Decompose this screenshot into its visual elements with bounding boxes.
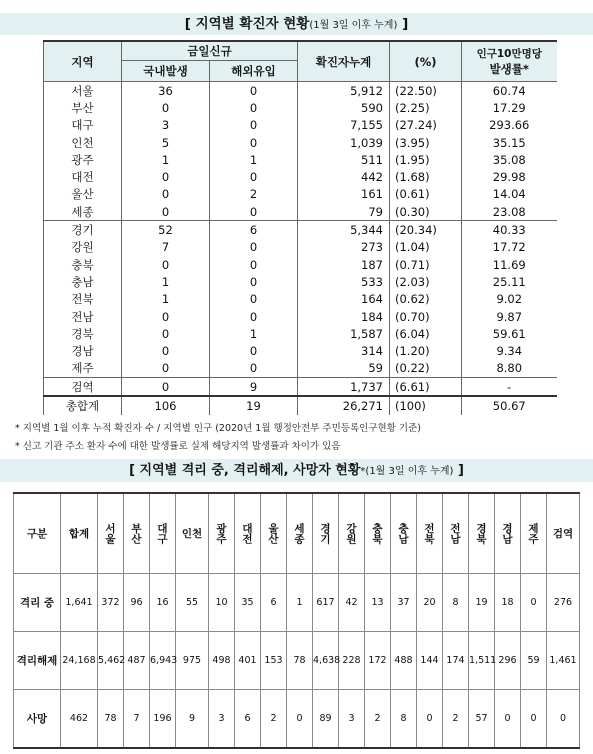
value-cell: 0 bbox=[417, 690, 443, 749]
table-row bbox=[44, 308, 557, 325]
value-cell: 59 bbox=[521, 632, 547, 690]
header-domestic: 국내발생 bbox=[122, 61, 210, 82]
pct-cell: (0.70) bbox=[390, 308, 462, 325]
header-rate-line1: 인구10만명당 bbox=[476, 47, 542, 60]
imported-cell: 0 bbox=[210, 82, 298, 100]
pct-cell: (0.22) bbox=[390, 360, 462, 378]
region-cell: 검역 bbox=[44, 378, 122, 397]
value-cell: 153 bbox=[261, 632, 287, 690]
table-row bbox=[14, 574, 580, 632]
column-header: 경북 bbox=[469, 493, 495, 574]
table-row bbox=[44, 203, 557, 221]
table2-title-end: ] bbox=[453, 463, 464, 478]
value-cell: 0 bbox=[521, 574, 547, 632]
rate-cell: 17.72 bbox=[492, 240, 526, 255]
cumulative-cell: 184 bbox=[298, 308, 390, 325]
column-header: 광주 bbox=[209, 493, 235, 574]
pct-cell: (2.03) bbox=[390, 273, 462, 290]
cumulative-cell: 187 bbox=[298, 256, 390, 273]
pct-cell: (2.25) bbox=[390, 99, 462, 116]
value-cell: 196 bbox=[150, 690, 176, 749]
rate-cell: 35.15 bbox=[492, 135, 526, 150]
column-header: 제주 bbox=[521, 493, 547, 574]
cumulative-cell: 442 bbox=[298, 168, 390, 185]
domestic-cell: 3 bbox=[122, 117, 210, 134]
cumulative-cell: 7,155 bbox=[298, 117, 390, 134]
table-row bbox=[44, 291, 557, 308]
header-pct: (%) bbox=[390, 41, 462, 82]
value-cell: 174 bbox=[443, 632, 469, 690]
imported-cell: 0 bbox=[210, 360, 298, 378]
value-cell: 172 bbox=[365, 632, 391, 690]
footnote-1: * 지역별 1월 이후 누적 확진자 수 / 지역별 인구 (2020년 1월 행정안전부 주민등록인구현황 기준) bbox=[15, 423, 421, 434]
table2-title bbox=[0, 459, 593, 482]
table1-title-main: [ 지역별 확진자 현황 bbox=[184, 16, 310, 32]
cumulative-cell: 533 bbox=[298, 273, 390, 290]
rate-cell: 35.08 bbox=[492, 152, 526, 167]
cumulative-cell: 590 bbox=[298, 99, 390, 116]
row-label: 격리 중 bbox=[14, 574, 61, 632]
table1-title bbox=[0, 13, 593, 35]
rate-cell: 11.69 bbox=[492, 257, 526, 272]
cumulative-cell: 79 bbox=[298, 203, 390, 221]
pct-cell: (0.62) bbox=[390, 291, 462, 308]
region-cell: 부산 bbox=[44, 99, 122, 116]
value-cell: 144 bbox=[417, 632, 443, 690]
domestic-cell: 36 bbox=[122, 82, 210, 100]
region-cell: 경기 bbox=[44, 221, 122, 239]
value-cell: 1,461 bbox=[547, 632, 580, 690]
table-row bbox=[44, 151, 557, 168]
header-cumulative: 확진자누계 bbox=[298, 41, 390, 82]
region-cell: 충남 bbox=[44, 273, 122, 290]
value-cell: 296 bbox=[495, 632, 521, 690]
rate-cell: 40.33 bbox=[492, 223, 526, 238]
domestic-cell: 52 bbox=[122, 221, 210, 239]
pct-cell: (0.30) bbox=[390, 203, 462, 221]
imported-cell: 0 bbox=[210, 203, 298, 221]
cumulative-cell: 1,587 bbox=[298, 325, 390, 342]
rate-cell: 293.66 bbox=[489, 118, 530, 133]
imported-cell: 0 bbox=[210, 256, 298, 273]
column-header: 충남 bbox=[391, 493, 417, 574]
region-cell: 전남 bbox=[44, 308, 122, 325]
imported-cell: 0 bbox=[210, 291, 298, 308]
table-row bbox=[44, 256, 557, 273]
value-cell: 42 bbox=[339, 574, 365, 632]
rate-cell: 14.04 bbox=[492, 187, 526, 202]
table-row bbox=[44, 117, 557, 134]
pct-cell: (20.34) bbox=[390, 221, 462, 239]
value-cell: 462 bbox=[61, 690, 98, 749]
header-imported: 해외유입 bbox=[210, 61, 298, 82]
region-cell: 경북 bbox=[44, 325, 122, 342]
column-header: 합계 bbox=[61, 493, 98, 574]
region-cell: 충북 bbox=[44, 256, 122, 273]
rate-cell: 29.98 bbox=[492, 170, 526, 185]
imported-cell: 1 bbox=[210, 151, 298, 168]
row-label: 사망 bbox=[14, 690, 61, 749]
region-cell: 세종 bbox=[44, 203, 122, 221]
table-row bbox=[14, 690, 580, 749]
value-cell: 6,943 bbox=[150, 632, 176, 690]
domestic-cell: 0 bbox=[122, 186, 210, 203]
region-cell: 서울 bbox=[44, 82, 122, 100]
imported-cell: 0 bbox=[210, 134, 298, 151]
cumulative-cell: 273 bbox=[298, 239, 390, 256]
rate-cell: 60.74 bbox=[492, 83, 526, 98]
value-cell: 401 bbox=[235, 632, 261, 690]
row-label: 격리해제 bbox=[14, 632, 61, 690]
rate-cell: 50.67 bbox=[492, 398, 526, 413]
table-row bbox=[44, 221, 557, 239]
value-cell: 10 bbox=[209, 574, 235, 632]
table-row bbox=[44, 342, 557, 359]
value-cell: 2 bbox=[365, 690, 391, 749]
corner-header: 구분 bbox=[14, 493, 61, 574]
value-cell: 4,638 bbox=[313, 632, 339, 690]
table1-title-end: ] bbox=[397, 16, 409, 32]
table1-title-sub: (1월 3일 이후 누계) bbox=[309, 20, 398, 31]
value-cell: 35 bbox=[235, 574, 261, 632]
value-cell: 16 bbox=[150, 574, 176, 632]
imported-cell: 19 bbox=[210, 396, 298, 414]
value-cell: 975 bbox=[176, 632, 209, 690]
value-cell: 3 bbox=[339, 690, 365, 749]
column-header: 서울 bbox=[98, 493, 124, 574]
cumulative-cell: 59 bbox=[298, 360, 390, 378]
value-cell: 24,168 bbox=[61, 632, 98, 690]
cumulative-cell: 1,737 bbox=[298, 378, 390, 397]
domestic-cell: 5 bbox=[122, 134, 210, 151]
column-header: 대전 bbox=[235, 493, 261, 574]
column-header: 충북 bbox=[365, 493, 391, 574]
rate-cell: 9.87 bbox=[496, 309, 523, 324]
header-region: 지역 bbox=[44, 41, 122, 82]
column-header: 검역 bbox=[547, 493, 580, 574]
column-header: 경남 bbox=[495, 493, 521, 574]
imported-cell: 0 bbox=[210, 308, 298, 325]
value-cell: 617 bbox=[313, 574, 339, 632]
value-cell: 498 bbox=[209, 632, 235, 690]
domestic-cell: 1 bbox=[122, 151, 210, 168]
table-row bbox=[44, 273, 557, 290]
rate-cell: 23.08 bbox=[462, 203, 557, 221]
rate-cell: 25.11 bbox=[492, 274, 526, 289]
value-cell: 372 bbox=[98, 574, 124, 632]
domestic-cell: 106 bbox=[122, 396, 210, 414]
value-cell: 0 bbox=[547, 690, 580, 749]
region-cell: 총합계 bbox=[44, 396, 122, 414]
imported-cell: 0 bbox=[210, 239, 298, 256]
table-row bbox=[44, 396, 557, 414]
table-row bbox=[44, 134, 557, 151]
value-cell: 1,511 bbox=[469, 632, 495, 690]
value-cell: 78 bbox=[98, 690, 124, 749]
imported-cell: 0 bbox=[210, 117, 298, 134]
pct-cell: (3.95) bbox=[390, 134, 462, 151]
pct-cell: (22.50) bbox=[390, 82, 462, 100]
pct-cell: (1.68) bbox=[390, 168, 462, 185]
value-cell: 3 bbox=[209, 690, 235, 749]
pct-cell: (6.04) bbox=[390, 325, 462, 342]
domestic-cell: 0 bbox=[122, 308, 210, 325]
value-cell: 96 bbox=[124, 574, 150, 632]
region-cell: 제주 bbox=[44, 360, 122, 378]
value-cell: 276 bbox=[547, 574, 580, 632]
region-cell: 대전 bbox=[44, 168, 122, 185]
rate-cell: - bbox=[462, 378, 557, 397]
footnote-2: * 신고 기관 주소 환자 수에 대한 발생률로 실제 해당지역 발생률과 차이가 있음 bbox=[15, 441, 341, 452]
column-header: 인천 bbox=[176, 493, 209, 574]
value-cell: 228 bbox=[339, 632, 365, 690]
value-cell: 18 bbox=[495, 574, 521, 632]
column-header: 경기 bbox=[313, 493, 339, 574]
table-row bbox=[44, 99, 557, 116]
column-header: 전남 bbox=[443, 493, 469, 574]
region-cell: 울산 bbox=[44, 186, 122, 203]
pct-cell: (1.95) bbox=[390, 151, 462, 168]
header-rate-line2: 발생률* bbox=[489, 61, 529, 76]
value-cell: 55 bbox=[176, 574, 209, 632]
column-header: 대구 bbox=[150, 493, 176, 574]
value-cell: 1,641 bbox=[61, 574, 98, 632]
region-cell: 인천 bbox=[44, 134, 122, 151]
domestic-cell: 0 bbox=[122, 168, 210, 185]
imported-cell: 6 bbox=[210, 221, 298, 239]
column-header: 부산 bbox=[124, 493, 150, 574]
imported-cell: 0 bbox=[210, 168, 298, 185]
region-cell: 대구 bbox=[44, 117, 122, 134]
column-header: 세종 bbox=[287, 493, 313, 574]
imported-cell: 2 bbox=[210, 186, 298, 203]
header-new-today: 금일신규 bbox=[122, 41, 298, 61]
value-cell: 2 bbox=[443, 690, 469, 749]
value-cell: 487 bbox=[124, 632, 150, 690]
imported-cell: 0 bbox=[210, 342, 298, 359]
table-row bbox=[44, 168, 557, 185]
pct-cell: (27.24) bbox=[390, 117, 462, 134]
domestic-cell: 0 bbox=[122, 325, 210, 342]
value-cell: 2 bbox=[261, 690, 287, 749]
pct-cell: (1.20) bbox=[390, 342, 462, 359]
cumulative-cell: 5,344 bbox=[298, 221, 390, 239]
value-cell: 37 bbox=[391, 574, 417, 632]
region-cell: 강원 bbox=[44, 239, 122, 256]
value-cell: 19 bbox=[469, 574, 495, 632]
rate-cell: 8.80 bbox=[462, 360, 557, 378]
table-row bbox=[44, 186, 557, 203]
rate-cell: 9.34 bbox=[496, 344, 523, 359]
domestic-cell: 1 bbox=[122, 273, 210, 290]
domestic-cell: 0 bbox=[122, 378, 210, 397]
domestic-cell: 1 bbox=[122, 291, 210, 308]
cumulative-cell: 1,039 bbox=[298, 134, 390, 151]
table2-title-sub: *(1월 3일 이후 누계) bbox=[360, 466, 454, 477]
column-header: 강원 bbox=[339, 493, 365, 574]
table-row bbox=[44, 82, 557, 100]
value-cell: 0 bbox=[495, 690, 521, 749]
value-cell: 78 bbox=[287, 632, 313, 690]
pct-cell: (0.71) bbox=[390, 256, 462, 273]
region-cell: 광주 bbox=[44, 151, 122, 168]
pct-cell: (6.61) bbox=[390, 378, 462, 397]
region-cell: 경남 bbox=[44, 342, 122, 359]
cumulative-cell: 26,271 bbox=[298, 396, 390, 414]
cumulative-cell: 314 bbox=[298, 342, 390, 359]
domestic-cell: 0 bbox=[122, 256, 210, 273]
rate-cell: 59.61 bbox=[492, 326, 526, 341]
value-cell: 1 bbox=[287, 574, 313, 632]
domestic-cell: 0 bbox=[122, 203, 210, 221]
value-cell: 8 bbox=[443, 574, 469, 632]
table-row bbox=[14, 632, 580, 690]
imported-cell: 9 bbox=[210, 378, 298, 397]
column-header: 울산 bbox=[261, 493, 287, 574]
value-cell: 8 bbox=[391, 690, 417, 749]
domestic-cell: 0 bbox=[122, 360, 210, 378]
value-cell: 57 bbox=[469, 690, 495, 749]
domestic-cell: 7 bbox=[122, 239, 210, 256]
value-cell: 5,462 bbox=[98, 632, 124, 690]
pct-cell: (100) bbox=[390, 396, 462, 414]
region-cell: 전북 bbox=[44, 291, 122, 308]
table-row bbox=[44, 378, 557, 397]
regional-cases-table bbox=[43, 40, 557, 415]
imported-cell: 0 bbox=[210, 99, 298, 116]
value-cell: 89 bbox=[313, 690, 339, 749]
value-cell: 9 bbox=[176, 690, 209, 749]
rate-cell: 9.02 bbox=[496, 292, 523, 307]
value-cell: 13 bbox=[365, 574, 391, 632]
cumulative-cell: 164 bbox=[298, 291, 390, 308]
imported-cell: 1 bbox=[210, 325, 298, 342]
value-cell: 20 bbox=[417, 574, 443, 632]
rate-cell: 17.29 bbox=[492, 100, 526, 115]
header-rate bbox=[462, 41, 557, 82]
value-cell: 488 bbox=[391, 632, 417, 690]
domestic-cell: 0 bbox=[122, 99, 210, 116]
table-row bbox=[44, 325, 557, 342]
table-row bbox=[44, 360, 557, 378]
value-cell: 6 bbox=[261, 574, 287, 632]
quarantine-status-table bbox=[13, 492, 580, 749]
cumulative-cell: 511 bbox=[298, 151, 390, 168]
column-header: 전북 bbox=[417, 493, 443, 574]
value-cell: 6 bbox=[235, 690, 261, 749]
value-cell: 0 bbox=[287, 690, 313, 749]
cumulative-cell: 161 bbox=[298, 186, 390, 203]
cumulative-cell: 5,912 bbox=[298, 82, 390, 100]
value-cell: 0 bbox=[521, 690, 547, 749]
domestic-cell: 0 bbox=[122, 342, 210, 359]
imported-cell: 0 bbox=[210, 273, 298, 290]
table2-title-main: [ 지역별 격리 중, 격리해제, 사망자 현황 bbox=[129, 463, 361, 478]
pct-cell: (1.04) bbox=[390, 239, 462, 256]
value-cell: 7 bbox=[124, 690, 150, 749]
table-row bbox=[44, 239, 557, 256]
pct-cell: (0.61) bbox=[390, 186, 462, 203]
